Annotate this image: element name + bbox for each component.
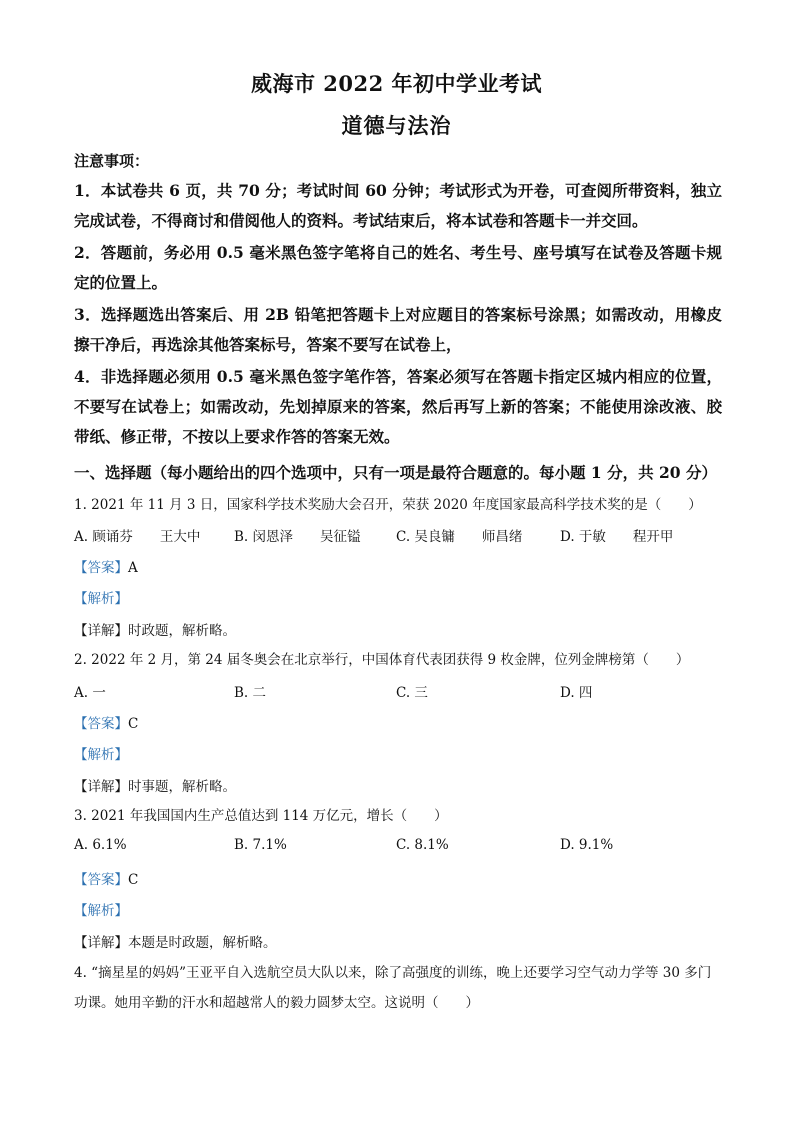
option-b: B. 闵恩泽 吴征镒 [234, 529, 361, 545]
question-4-stem: 4. “摘星星的妈妈”王亚平自入选航空员大队以来，除了高强度的训练，晚上还要学习空气动力学等 30 多门功课。她用辛勤的汗水和超越常人的毅力圆梦太空。这说明（ ） [74, 965, 712, 1011]
question-3-stem: 3. 2021 年我国国内生产总值达到 114 万亿元，增长（ ） [74, 808, 448, 824]
detail-text: 时事题，解析略。 [128, 779, 236, 795]
question-1-options [74, 525, 724, 549]
detail-tag: 【详解】 [74, 623, 128, 639]
note-item-3: 3．选择题选出答案后、用 2B 铅笔把答题卡上对应题目的答案标号涂黑；如需改动，用橡皮擦干净后，再选涂其他答案标号，答案不要写在试卷上， [74, 305, 722, 354]
question-1-answer [74, 556, 138, 576]
note-item-4: 4．非选择题必须用 0.5 毫米黑色签字笔作答，答案必须写在答题卡指定区城内相应的位置，不要写在试卷上；如需改动，先划掉原来的答案，然后再写上新的答案；不能使用涂改液、胶带纸、修正带，不按以上要求作答的答案无效。 [74, 367, 722, 446]
answer-value: C [128, 716, 139, 732]
exam-title: 威海市 2022 年初中学业考试 [250, 71, 543, 96]
exam-subject: 道德与法治 [341, 113, 452, 138]
option-c: C. 吴良镛 师昌绪 [396, 529, 523, 545]
section-title: 一、选择题（每小题给出的四个选项中，只有一项是最符合题意的。每小题 1 分，共 20 分） [74, 463, 717, 482]
question-1-analysis [74, 587, 128, 607]
question-3-detail [74, 931, 277, 951]
answer-tag: 【答案】 [74, 872, 128, 888]
option-c: C. 8.1% [396, 837, 449, 853]
option-c: C. 三 [396, 685, 428, 701]
option-b: B. 二 [234, 685, 267, 701]
question-2-detail [74, 775, 236, 795]
question-1-detail [74, 619, 236, 639]
question-2-stem: 2. 2022 年 2 月，第 24 届冬奥会在北京举行，中国体育代表团获得 9 枚金牌，位列金牌榜第（ ） [74, 652, 690, 668]
detail-tag: 【详解】 [74, 935, 128, 951]
detail-tag: 【详解】 [74, 779, 128, 795]
option-a: A. 6.1% [74, 837, 127, 853]
question-2-options [74, 681, 724, 705]
analysis-tag: 【解析】 [74, 591, 128, 607]
detail-text: 本题是时政题，解析略。 [128, 935, 277, 951]
option-d: D. 于敏 程开甲 [560, 529, 674, 545]
question-3-options [74, 837, 724, 861]
notes-heading: 注意事项： [74, 152, 150, 170]
option-b: B. 7.1% [234, 837, 287, 853]
question-2-analysis [74, 743, 128, 763]
option-d: D. 9.1% [560, 837, 614, 853]
answer-tag: 【答案】 [74, 716, 128, 732]
question-1-stem: 1. 2021 年 11 月 3 日，国家科学技术奖励大会召开，荣获 2020 年度国家最高科学技术奖的是（ ） [74, 497, 702, 513]
option-d: D. 四 [560, 685, 593, 701]
answer-value: C [128, 872, 139, 888]
question-2-answer [74, 712, 138, 732]
option-a: A. 顾诵芬 王大中 [74, 529, 201, 545]
question-3-analysis [74, 899, 128, 919]
analysis-tag: 【解析】 [74, 903, 128, 919]
detail-text: 时政题，解析略。 [128, 623, 236, 639]
option-a: A. 一 [74, 685, 106, 701]
question-3-answer [74, 868, 138, 888]
analysis-tag: 【解析】 [74, 747, 128, 763]
answer-value: A [128, 560, 138, 576]
answer-tag: 【答案】 [74, 560, 128, 576]
note-item-2: 2．答题前，务必用 0.5 毫米黑色签字笔将自己的姓名、考生号、座号填写在试卷及答题卡规定的位置上。 [74, 243, 722, 292]
note-item-1: 1．本试卷共 6 页，共 70 分；考试时间 60 分钟；考试形式为开卷，可查阅所带资料，独立完成试卷，不得商讨和借阅他人的资料。考试结束后，将本试卷和答题卡一并交回。 [74, 181, 722, 230]
